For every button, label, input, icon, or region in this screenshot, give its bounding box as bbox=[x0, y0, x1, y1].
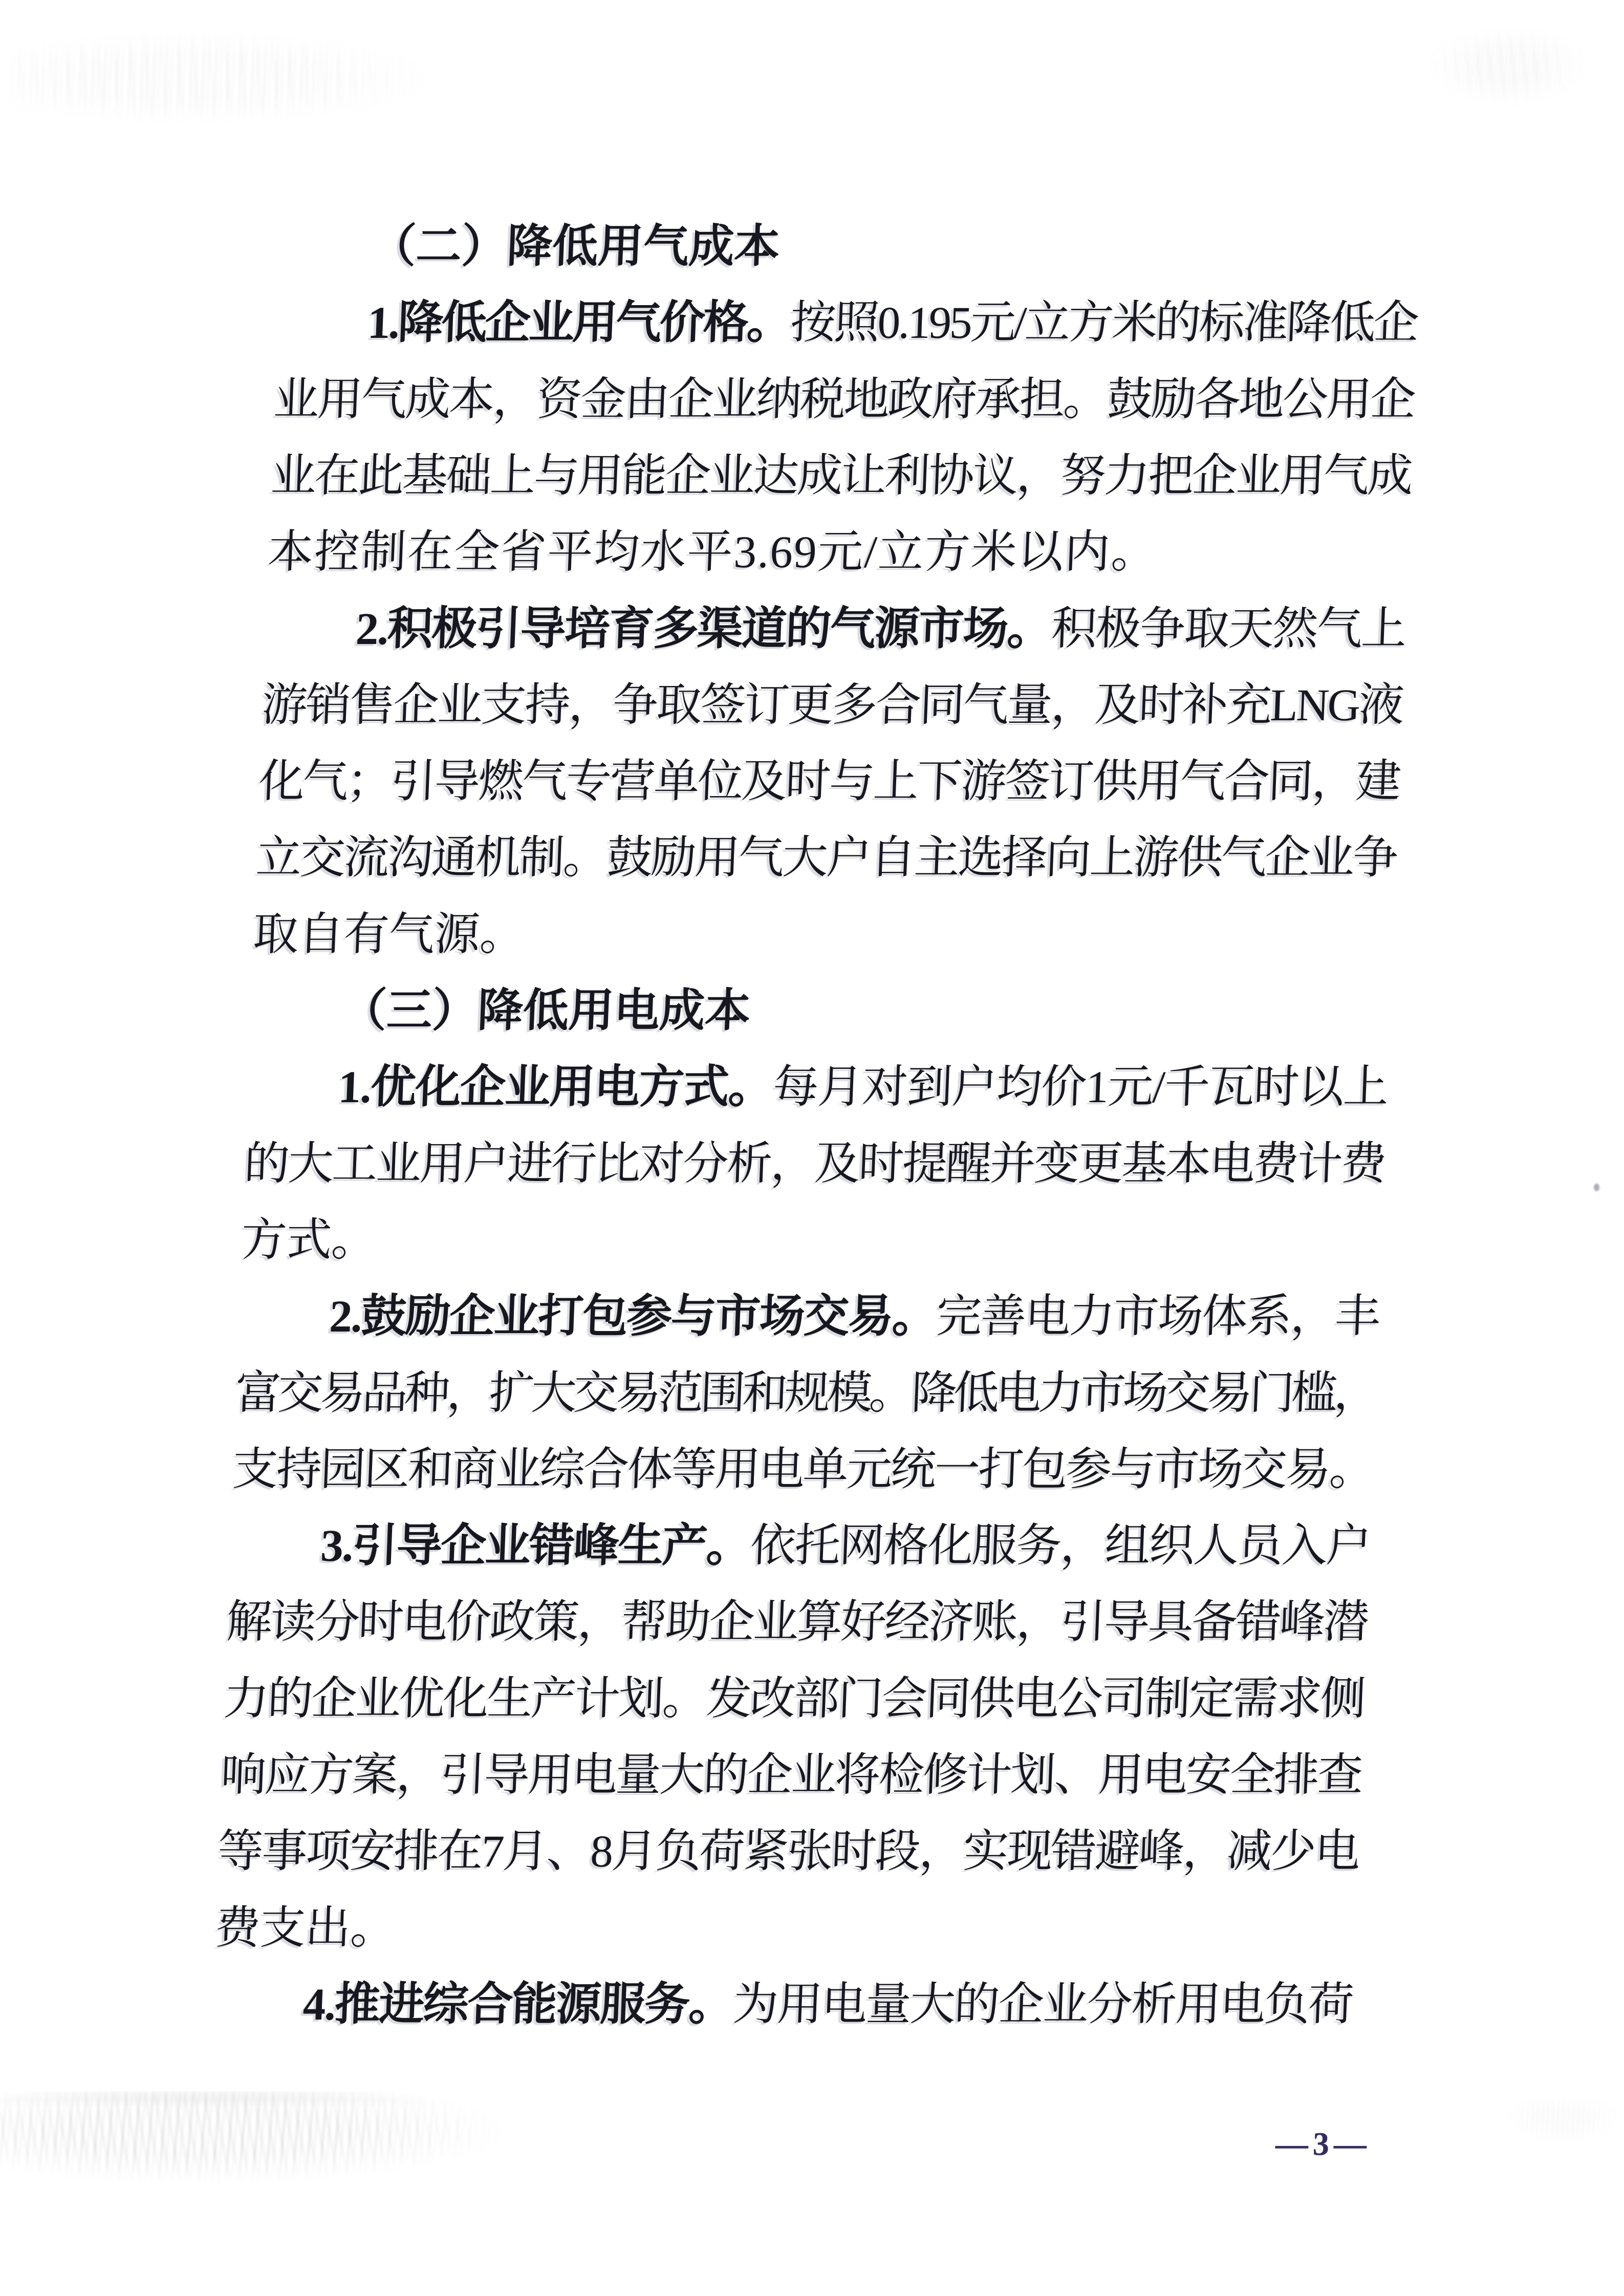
text-line bbox=[272, 371, 1415, 428]
text-line bbox=[226, 1594, 1369, 1651]
lead-in-phrase: 2.积极引导培育多渠道的气源市场。 bbox=[355, 604, 1053, 654]
line-text: 为用电量大的企业分析用电负荷 bbox=[732, 1980, 1354, 2030]
text-line bbox=[329, 1288, 1380, 1345]
line-text: 力的企业优化生产计划。发改部门会同供电公司制定需求侧 bbox=[223, 1674, 1366, 1724]
lead-in-phrase: 1.优化企业用电方式。 bbox=[337, 1062, 774, 1112]
text-line bbox=[319, 1517, 1371, 1575]
line-text: 响应方案，引导用电量大的企业将检修计划、用电安全排查 bbox=[220, 1750, 1362, 1800]
lead-in-phrase: 4.推进综合能源服务。 bbox=[302, 1980, 734, 2030]
text-line bbox=[214, 1900, 397, 1957]
text-line bbox=[234, 1365, 1377, 1422]
line-text: 本控制在全省平均水平3.69元/立方米以内。 bbox=[267, 527, 1159, 577]
text-line bbox=[240, 1212, 377, 1269]
line-text: 业用气成本，资金由企业纳税地政府承担。鼓励各地公用企 bbox=[272, 375, 1416, 425]
line-text: 费支出。 bbox=[213, 1903, 397, 1954]
text-line bbox=[255, 829, 1398, 887]
text-line bbox=[261, 677, 1403, 734]
line-text: 每月对到户均价1元/千瓦时以上 bbox=[772, 1062, 1389, 1112]
line-text: 方式。 bbox=[240, 1215, 377, 1265]
line-text: 支持园区和商业综合体等用电单元统一打包参与市场交易。 bbox=[231, 1445, 1374, 1495]
text-line bbox=[252, 906, 526, 963]
line-text: 的大工业用户进行比对分析，及时提醒并变更基本电费计费 bbox=[243, 1139, 1386, 1189]
line-text: 解读分时电价政策，帮助企业算好经济账，引导具备错峰潜 bbox=[225, 1597, 1369, 1647]
line-text: 等事项安排在7月、8月负荷紧张时段，实现错避峰，减少电 bbox=[216, 1827, 1360, 1877]
lead-in-phrase: 3.引导企业错峰生产。 bbox=[319, 1521, 752, 1571]
text-line bbox=[223, 1670, 1366, 1728]
lead-in-phrase: 2.鼓励企业打包参与市场交易。 bbox=[328, 1292, 938, 1342]
text-line bbox=[355, 600, 1406, 658]
text-line bbox=[243, 1135, 1386, 1193]
line-text: 完善电力市场体系，丰 bbox=[935, 1292, 1380, 1342]
text-line bbox=[216, 1823, 1359, 1880]
text-line bbox=[340, 982, 752, 1040]
text-line bbox=[267, 524, 1159, 581]
text-line bbox=[302, 1976, 1354, 2033]
line-text: 按照0.195元/立方米的标准降低企 bbox=[789, 298, 1418, 348]
lead-in-phrase: 1.降低企业用气价格。 bbox=[366, 298, 792, 348]
text-line bbox=[231, 1441, 1374, 1498]
line-text: 取自有气源。 bbox=[252, 910, 526, 960]
text-line bbox=[258, 753, 1401, 810]
lead-in-phrase: （三）降低用电成本 bbox=[340, 986, 751, 1036]
text-line bbox=[270, 447, 1413, 505]
line-text: 积极争取天然气上 bbox=[1050, 604, 1406, 654]
text-line bbox=[370, 218, 781, 275]
text-line bbox=[337, 1059, 1389, 1116]
lead-in-phrase: （二）降低用气成本 bbox=[370, 222, 781, 272]
line-text: 游销售企业支持，争取签订更多合同气量，及时补充LNG液 bbox=[261, 680, 1404, 731]
text-line bbox=[366, 294, 1418, 352]
line-text: 业在此基础上与用能企业达成让利协议，努力把企业用气成 bbox=[269, 451, 1413, 501]
page-number: —3— bbox=[1275, 2126, 1372, 2162]
line-text: 立交流沟通机制。鼓励用气大户自主选择向上游供气企业争 bbox=[255, 833, 1398, 883]
text-line bbox=[220, 1747, 1362, 1804]
line-text: 化气；引导燃气专营单位及时与上下游签订供用气合同，建 bbox=[257, 757, 1401, 807]
line-text: 依托网格化服务，组织人员入户 bbox=[749, 1521, 1372, 1571]
line-text: 富交易品种，扩大交易范围和规模。降低电力市场交易门槛， bbox=[234, 1368, 1377, 1419]
